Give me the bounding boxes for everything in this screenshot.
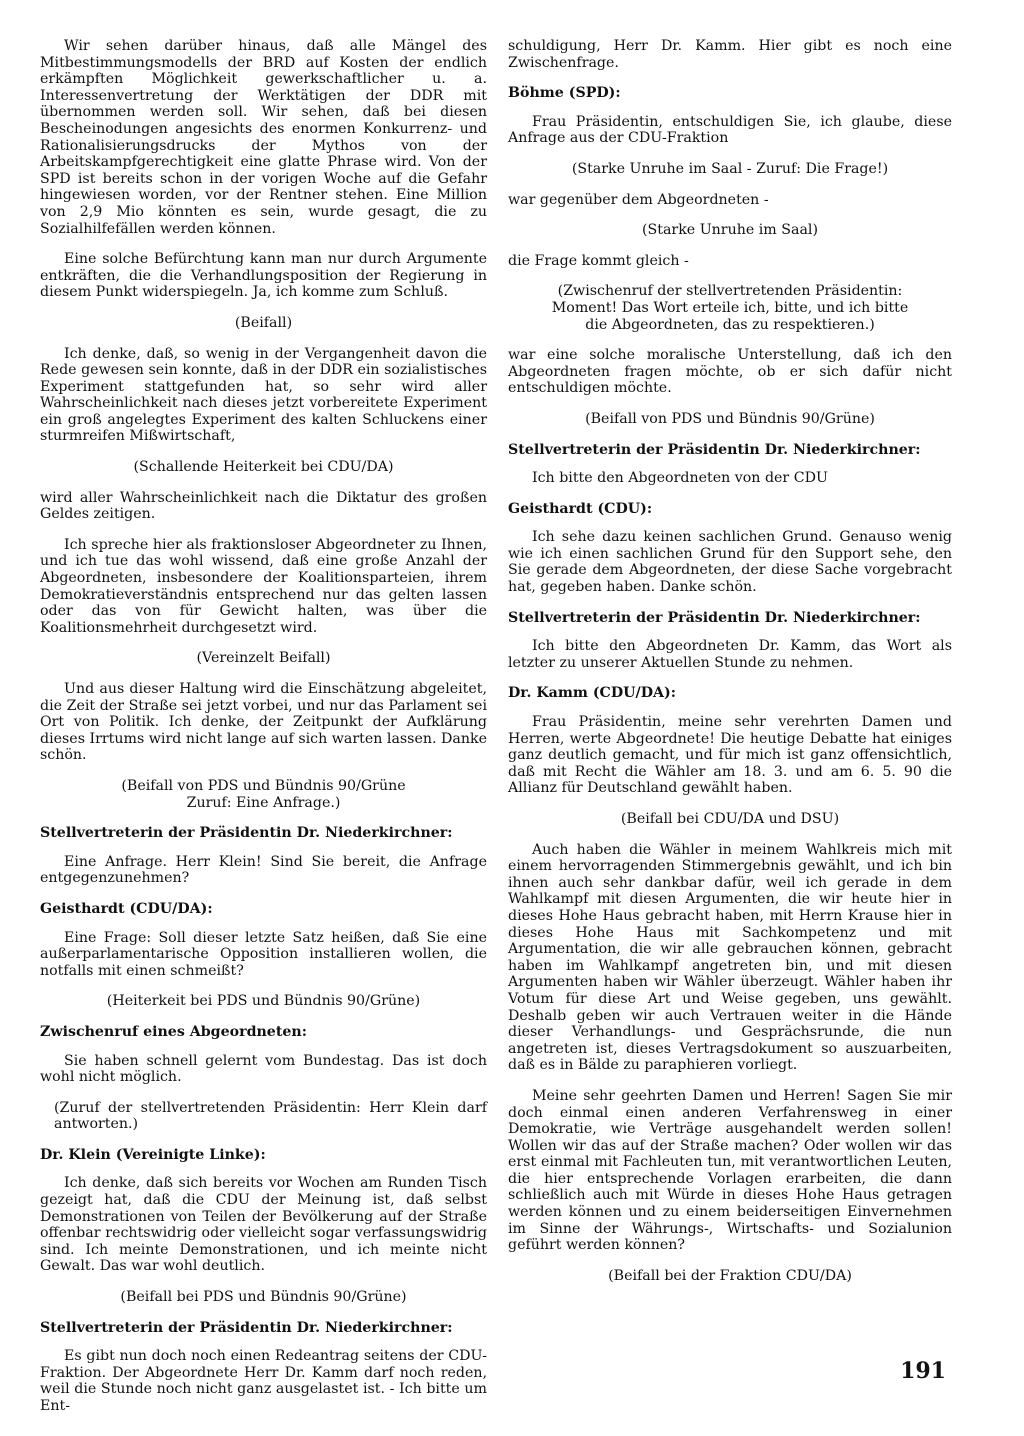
speaker-heading: Dr. Kamm (CDU/DA):: [508, 685, 676, 702]
paragraph: Es gibt nun doch noch einen Redeantrag seitens der CDU-Fraktion. Der Abgeordnete Herr Dr. Kamm darf noch reden, weil die Stunde noch nicht ganz ausgelastet ist. - Ich bitte um Ent-: [40, 1348, 487, 1414]
paragraph: Auch haben die Wähler in meinem Wahlkreis mich mit einem hervorragenden Stimmergebnis gewählt, und ich bin ihnen auch sehr dankbar dafür, weil ich gerade in dem Wahlkampf mit diesen Argumenten, die wir heute hier in dieses Hohe Haus gebracht haben, mit Herrn Krause hier in dieses Hohe Haus mit Sachkompetenz und mit Argumentation, die wir alle gebrauchen können, gebracht haben im Wahlkampf angetreten bin, und mit diesen Argumenten haben wir Wähler überzeugt. Wähler haben ihr Votum für diese Art und Weise gegeben, uns gewählt. Deshalb geben wir auch Vertrauen weiter in die Hände dieser Verhandlungs- und Gesprächsrunde, die nun angetreten ist, dieses Vertragsdokument so auszuarbeiten, daß es in Bälde zu paraphieren vorliegt.: [508, 841, 952, 1074]
paragraph: war gegenüber dem Abgeordneten -: [508, 191, 769, 208]
interjection: (Beifall von PDS und Bündnis 90/Grüne Zuruf: Eine Anfrage.): [121, 777, 406, 811]
paragraph: Ich bitte den Abgeordneten Dr. Kamm, das Wort als letzter zu unserer Aktuellen Stunde zu nehmen.: [508, 638, 952, 671]
paragraph: war eine solche moralische Unterstellung, daß ich den Abgeordneten fragen möchte, ob er sich dafür nicht entschuldigen möchte.: [508, 347, 952, 397]
speaker-heading: Stellvertreterin der Präsidentin Dr. Niederkirchner:: [40, 1319, 453, 1336]
paragraph: Ich spreche hier als fraktionsloser Abgeordneter zu Ihnen, und ich tue das wohl wissend, daß eine große Anzahl der Abgeordneten, insbesondere der Koalitionsparteien, ihrem Demokratieverständnis entsprechend nur das gelten lassen oder das von für Gewicht halten, was über die Koalitionsmehrheit durchgesetzt wird.: [40, 536, 487, 636]
interjection: (Beifall bei PDS und Bündnis 90/Grüne): [120, 1289, 407, 1306]
paragraph: Meine sehr geehrten Damen und Herren! Sagen Sie mir doch einmal einen anderen Verfahrensweg in einer Demokratie, wie Verträge ausgehandelt werden sollen! Wollen wir das auf der Straße machen? Oder wollen wir das erst einmal mit Fachleuten tun, mit verantwortlichen Leuten, die hier entsprechende Vorlagen erarbeiten, die dann schließlich auch mit Würde in dieses Hohe Haus getragen werden können und zu einem beiderseitigen Einvernehmen im Sinne der Währungs-, Wirtschafts- und Sozialunion geführt werden können?: [508, 1087, 952, 1254]
paragraph: Eine solche Befürchtung kann man nur durch Argumente entkräften, die die Verhandlungsposition der Regierung in diesem Punkt widerspiegeln. Ja, ich komme zum Schluß.: [40, 251, 487, 301]
paragraph: Sie haben schnell gelernt vom Bundestag. Das ist doch wohl nicht möglich.: [40, 1052, 487, 1086]
paragraph: Frau Präsidentin, meine sehr verehrten Damen und Herren, werte Abgeordnete! Die heutige Debatte hat einiges ganz deutlich gemacht, und für mich ist ganz offensichtlich, daß mit Recht die Wähler am 18. 3. und am 6. 5. 90 die Allianz für Deutschland gewählt haben.: [508, 714, 952, 797]
page-number: 191: [900, 1358, 946, 1384]
speaker-heading: Dr. Klein (Vereinigte Linke):: [40, 1146, 266, 1163]
interjection: (Heiterkeit bei PDS und Bündnis 90/Grüne): [106, 993, 421, 1010]
interjection: (Vereinzelt Beifall): [196, 650, 331, 667]
speaker-heading: Stellvertreterin der Präsidentin Dr. Niederkirchner:: [508, 609, 921, 626]
interjection: (Schallende Heiterkeit bei CDU/DA): [133, 459, 394, 476]
interjection: (Beifall): [234, 314, 293, 331]
interjection: (Zwischenruf der stellvertretenden Präsidentin: Moment! Das Wort erteile ich, bitte, und ich bitte die Abgeordneten, das zu respektieren.): [551, 283, 909, 333]
interjection: (Beifall bei der Fraktion CDU/DA): [608, 1267, 852, 1284]
speaker-heading: Zwischenruf eines Abgeordneten:: [40, 1023, 307, 1040]
speaker-heading: Stellvertreterin der Präsidentin Dr. Niederkirchner:: [508, 441, 921, 458]
interjection: (Beifall bei CDU/DA und DSU): [620, 811, 840, 827]
paragraph: Ich denke, daß, so wenig in der Vergangenheit davon die Rede gewesen sein konnte, daß in der DDR ein sozialistisches Experiment stattgefunden hat, so sehr wird aller Wahrscheinlichkeit nach dieses jetzt vorbereitete Experiment ein groß angelegtes Experiment des kalten Schluckens einer sturmreifen Mißwirtschaft,: [40, 345, 487, 445]
interjection: (Starke Unruhe im Saal): [642, 222, 818, 239]
paragraph: Ich sehe dazu keinen sachlichen Grund. Genauso wenig wie ich einen sachlichen Grund für den Support sehe, den Sie gerade dem Abgeordneten, der diese Sache vorgebracht hat, gegeben haben. Danke schön.: [508, 529, 952, 596]
paragraph: Wir sehen darüber hinaus, daß alle Mängel des Mitbestimmungsmodells der BRD auf Kosten der endlich erkämpften Möglichkeit gewerkschaftlicher u. a. Interessenvertretung der Werktätigen der DDR mit übernommen werden soll. Wir sehen, daß bei diesen Bescheinodungen angesichts des enormen Konkurrenz- und Rationalisierungsdrucks der Mythos von der Arbeitskampfgerechtigkeit eine glatte Phrase wird. Von der SPD ist bereits schon in der vorigen Woche auf die Gefahr hingewiesen worden, vor der Rentner stehen. Eine Million von 2,9 Mio könnten es sein, wurde gesagt, die zu Sozialhilfefällen werden können.: [40, 38, 487, 237]
speaker-heading: Geisthardt (CDU):: [508, 500, 653, 517]
paragraph: schuldigung, Herr Dr. Kamm. Hier gibt es noch eine Zwischenfrage.: [508, 38, 952, 71]
paragraph: Eine Frage: Soll dieser letzte Satz heißen, daß Sie eine außerparlamentarische Opposition installieren wollen, die notfalls mit einen schmeißt?: [40, 929, 487, 979]
paragraph: wird aller Wahrscheinlichkeit nach die Diktatur des großen Geldes zeitigen.: [40, 489, 487, 523]
paragraph: Frau Präsidentin, entschuldigen Sie, ich glaube, diese Anfrage aus der CDU-Fraktion: [508, 113, 952, 147]
paragraph: Und aus dieser Haltung wird die Einschätzung abgeleitet, die Zeit der Straße sei jetzt vorbei, und nur das Parlament sei Ort von Politik. Ich denke, der Zeitpunkt der Aufklärung dieses Irrtums wird nicht lange auf sich warten lassen. Danke schön.: [40, 681, 487, 764]
speaker-heading: Stellvertreterin der Präsidentin Dr. Niederkirchner:: [40, 825, 453, 842]
speaker-heading: Böhme (SPD):: [508, 85, 621, 102]
paragraph: Ich bitte den Abgeordneten von der CDU: [532, 470, 828, 487]
paragraph: die Frage kommt gleich -: [508, 252, 689, 269]
paragraph: Eine Anfrage. Herr Klein! Sind Sie bereit, die Anfrage entgegenzunehmen?: [40, 853, 487, 887]
paragraph: (Zuruf der stellvertretenden Präsidentin: Herr Klein darf antworten.): [54, 1099, 487, 1133]
right-column: [508, 38, 952, 1298]
interjection: (Starke Unruhe im Saal - Zuruf: Die Frage!): [571, 160, 889, 177]
paragraph: Ich denke, daß sich bereits vor Wochen am Runden Tisch gezeigt hat, daß die CDU der Meinung ist, daß selbst Demonstrationen von Teilen der Bevölkerung auf der Straße offenbar rechtswidrig oder vielleicht sogar verfassungswidrig sind. Ich meinte Demonstrationen, und ich meinte nicht Gewalt. Das war wohl deutlich.: [40, 1175, 487, 1275]
speaker-heading: Geisthardt (CDU/DA):: [40, 900, 213, 917]
left-column: [40, 38, 487, 1429]
interjection: (Beifall von PDS und Bündnis 90/Grüne): [585, 410, 875, 427]
